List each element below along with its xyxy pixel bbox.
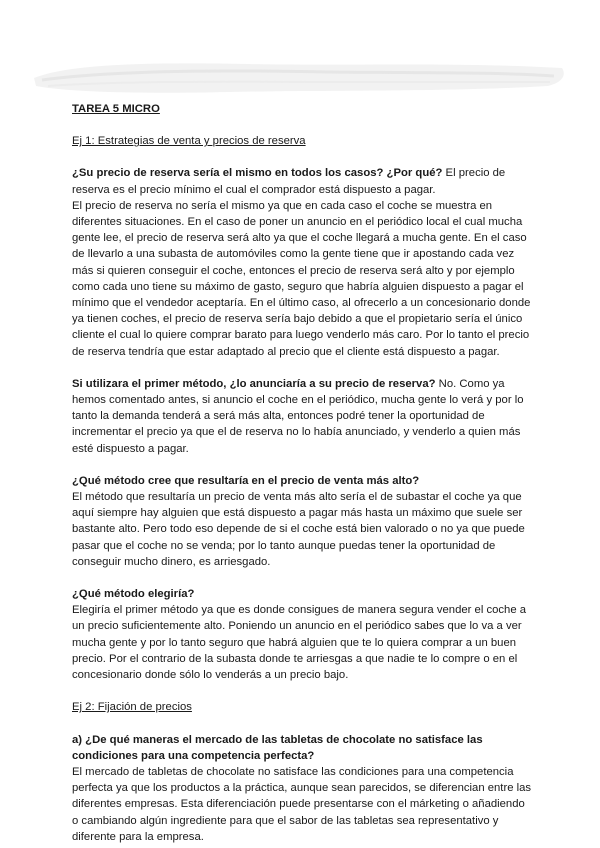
question-4: ¿Qué método elegiría? [72, 588, 195, 601]
exercise-2-heading: Ej 2: Fijación de precios [72, 701, 192, 714]
document-body [72, 101, 532, 845]
question-2a: a) ¿De qué maneras el mercado de las tabletas de chocolate no satisface las condiciones para una competencia perfecta? [72, 733, 483, 762]
answer-3: El método que resultaría un precio de venta más alto sería el de subastar el coche ya que aquí siempre hay alguien que está dispuesto a pagar más hasta un máximo que suele ser bastante alto. Pero todo eso depende de si el coche está bien valorado o no ya que puede pasar que el coche no se venda; por lo tanto aunque puedas tener la oportunidad de conseguir mucho dinero, es arriesgado. [72, 491, 525, 568]
answer-2: No. Como ya hemos comentado antes, si anuncio el coche en el periódico, mucha gente lo verá y por lo tanto la demanda tenderá a será más alta, entonces podré tener la oportunidad de incrementar el precio ya que el de reserva no lo había anunciado, y venderlo a quien más esté dispuesto a pagar. [72, 377, 524, 455]
answer-1: El precio de reserva no sería el mismo ya que en cada caso el coche se muestra en diferentes situaciones. En el caso de poner un anuncio en el periódico local el cual mucha gente lee, el precio de reserva será alto ya que el coche llegará a mucha gente. En el caso de llevarlo a una subasta de automóviles como la gente tiene que ir apostando cada vez más si quieren conseguir el coche, entonces el precio de reserva será alto y por ejemplo como cada uno tiene su máximo de gasto, seguro que habría alguien dispuesto a pagar el mínimo que el vendedor aceptaría. En el último caso, al ofrecerlo a un concesionario donde ya tienen coches, el precio de reserva sería bajo debido a que el propietario sería el único cliente el cual lo quiere comprar barato para luego venderlo más caro. Por lo tanto el precio de reserva tendría que estar adaptado al precio que el cliente está dispuesto a pagar. [72, 199, 531, 358]
question-2: Si utilizara el primer método, ¿lo anunciaría a su precio de reserva? [72, 377, 436, 390]
answer-1-intro: El precio de reserva es el precio mínimo el cual el comprador está dispuesto a pagar. [72, 167, 506, 196]
answer-2a: El mercado de tabletas de chocolate no satisface las condiciones para una competencia perfecta ya que los productos a la práctica, aunque sean parecidos, se diferencian entre las diferentes empresas. Esta diferenciación puede presentarse con el márketing o añadiendo o cambiando algún ingrediente para que el sabor de las tabletas sea representativo y diferente para la empresa. [72, 765, 532, 843]
question-1: ¿Su precio de reserva sería el mismo en todos los casos? ¿Por qué? [72, 167, 443, 180]
document-title: TAREA 5 MICRO [72, 103, 160, 115]
answer-4: Elegiría el primer método ya que es donde consigues de manera segura vender el coche a un precio suficientemente alto. Poniendo un anuncio en el periódico sabes que lo va a ver mucha gente y por lo tanto seguro que habrá alguien que te lo quiera comprar a un buen precio. Por el contrario de la subasta donde te arriesgas a que nadie te lo compre o en el concesionario donde sólo lo venderás a un precio bajo. [72, 604, 527, 682]
question-2-paragraph [72, 376, 532, 457]
question-1-paragraph [72, 165, 532, 197]
question-3: ¿Qué método cree que resultaría en el precio de venta más alto? [72, 474, 420, 487]
redaction-scribble [28, 58, 568, 98]
exercise-1-heading: Ej 1: Estrategias de venta y precios de reserva [72, 135, 306, 148]
